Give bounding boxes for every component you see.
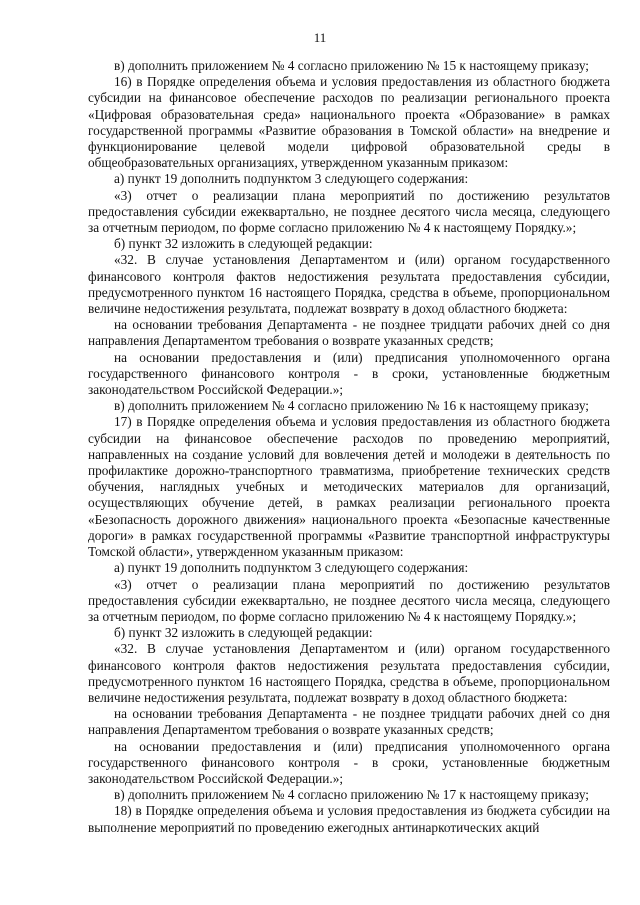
paragraph: на основании предоставления и (или) предписания уполномоченного органа государственного финансового контроля - в сроки, установленные бюджетным законодательством Российской Федерации.»; (88, 738, 610, 786)
paragraph: на основании требования Департамента - не позднее тридцати рабочих дней со дня направления Департаментом требования о возврате указанных средств; (88, 706, 610, 738)
paragraph: в) дополнить приложением № 4 согласно приложению № 17 к настоящему приказу; (114, 787, 589, 803)
paragraph: на основании предоставления и (или) предписания уполномоченного органа государственного финансового контроля - в сроки, установленные бюджетным законодательством Российской Федерации.»; (88, 349, 610, 398)
paragraph: б) пункт 32 изложить в следующей редакции: (114, 625, 373, 641)
paragraph: «3) отчет о реализации плана мероприятий по достижению результатов предоставления субсидии ежеквартально, не позднее десятого числа месяца, следующего за отчетным периодом, по форме согласно приложению № 4 к настоящему Порядку.»; (88, 187, 610, 236)
paragraph: на основании требования Департамента - не позднее тридцати рабочих дней со дня направления Департаментом требования о возврате указанных средств; (88, 317, 610, 349)
paragraph: «32. В случае установления Департаментом и (или) органом государственного финансового контроля фактов недостижения результата предоставления субсидии, предусмотренного пунктом 16 настоящего Порядка, средства в объеме, пропорциональном величине недостижения результата, подлежат возврату в доход областного бюджета: (88, 252, 610, 317)
paragraph: 17) в Порядке определения объема и условия предоставления из областного бюджета субсидии на финансовое обеспечение расходов по проведению мероприятий, направленных на создание условий для вовлечения детей и молодежи в деятельность по профилактике дорожно-транспортного травматизма, приобретение технических средств обучения, наглядных учебных и методических материалов для организаций, осуществляющих обучение детей, в рамках реализации регионального проекта «Безопасность дорожного движения» национального проекта «Безопасные качественные дороги» в рамках государственной программы «Развитие транспортной инфраструктуры Томской области», утвержденном указанным приказом: (88, 414, 610, 560)
paragraph: а) пункт 19 дополнить подпунктом 3 следующего содержания: (114, 171, 469, 187)
page-number: 11 (313, 30, 327, 45)
paragraph: «3) отчет о реализации плана мероприятий по достижению результатов предоставления субсидии ежеквартально, не позднее десятого числа месяца, следующего за отчетным периодом, по форме согласно приложению № 4 к настоящему Порядку.»; (88, 576, 610, 624)
paragraph: 16) в Порядке определения объема и условия предоставления из областного бюджета субсидии на финансовое обеспечение расходов по реализации регионального проекта «Цифровая образовательная среда» национального проекта «Образование» в рамках государственной программы «Развитие образования в Томской области» на внедрение и функционирование целевой модели цифровой образовательной среды в общеобразовательных организациях, утвержденном указанным приказом: (88, 74, 610, 171)
paragraph: в) дополнить приложением № 4 согласно приложению № 15 к настоящему приказу; (114, 58, 589, 73)
paragraph: «32. В случае установления Департаментом и (или) органом государственного финансового контроля фактов недостижения результата предоставления субсидии, предусмотренного пунктом 16 настоящего Порядка, средства в объеме, пропорциональном величине недостижения результата, подлежат возврату в доход областного бюджета: (88, 641, 610, 705)
paragraph: б) пункт 32 изложить в следующей редакции: (114, 236, 373, 252)
paragraph: а) пункт 19 дополнить подпунктом 3 следующего содержания: (114, 560, 469, 576)
paragraph: 18) в Порядке определения объема и условия предоставления из бюджета субсидии на выполнение мероприятий по проведению ежегодных антинаркотических акций (88, 803, 610, 835)
paragraph: в) дополнить приложением № 4 согласно приложению № 16 к настоящему приказу; (114, 398, 589, 414)
document-body (88, 58, 610, 836)
